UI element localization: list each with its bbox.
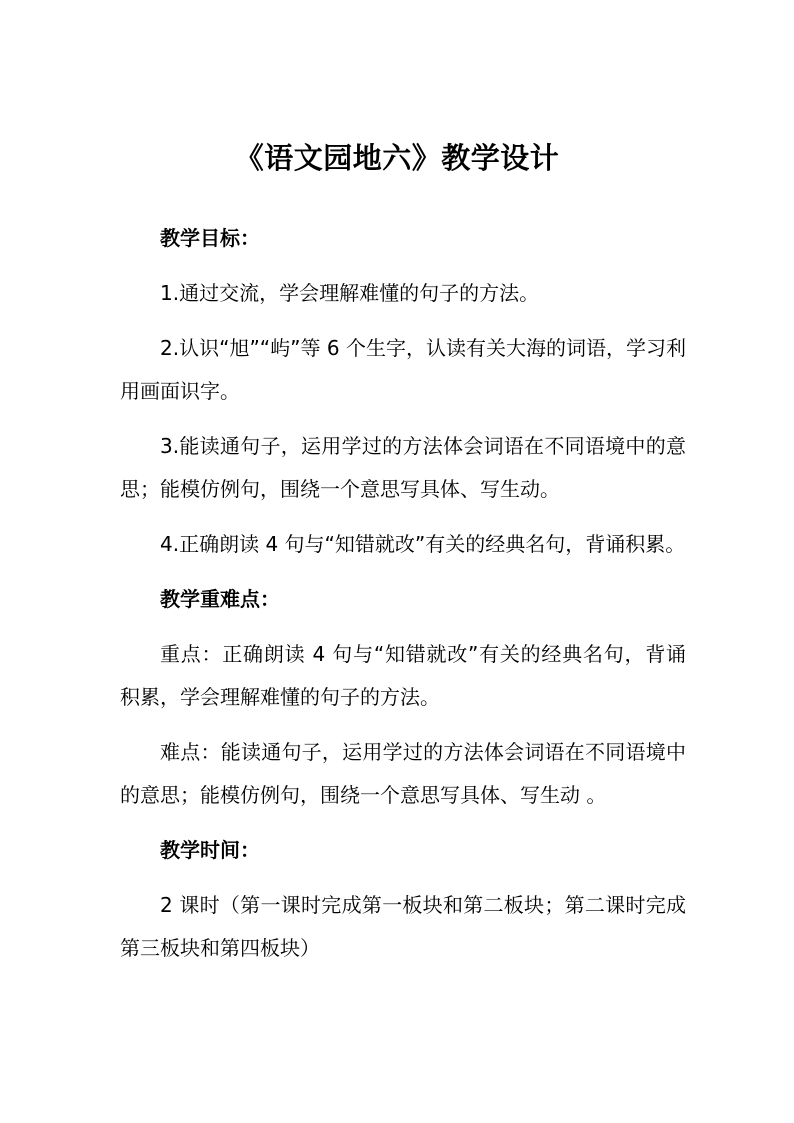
objective-2: 2.认识“旭”“屿”等 6 个生字，认读有关大海的词语，学习利用画面识字。 [120,336,686,403]
objective-1: 1.通过交流，学会理解难懂的句子的方法。 [160,281,540,305]
objective-3: 3.能读通句子，运用学过的方法体会词语在不同语境中的意思；能模仿例句，围绕一个意思写具体、写生动。 [120,434,686,501]
document-title: 《语文园地六》教学设计 [234,141,560,175]
time-text: 2 课时（第一课时完成第一板块和第二板块；第二课时完成第三板块和第四板块） [120,893,686,960]
time-heading: 教学时间： [160,838,260,862]
document-body [120,217,686,982]
key-points-heading: 教学重难点： [160,587,280,611]
key-point: 重点：正确朗读 4 句与“知错就改”有关的经典名句，背诵积累，学会理解难懂的句子的方法。 [120,642,686,709]
difficult-point: 难点：能读通句子，运用学过的方法体会词语在不同语境中的意思；能模仿例句，围绕一个意思写具体、写生动 。 [120,740,686,807]
objective-4: 4.正确朗读 4 句与“知错就改”有关的经典名句，背诵积累。 [160,532,686,556]
objectives-heading: 教学目标： [160,226,260,250]
